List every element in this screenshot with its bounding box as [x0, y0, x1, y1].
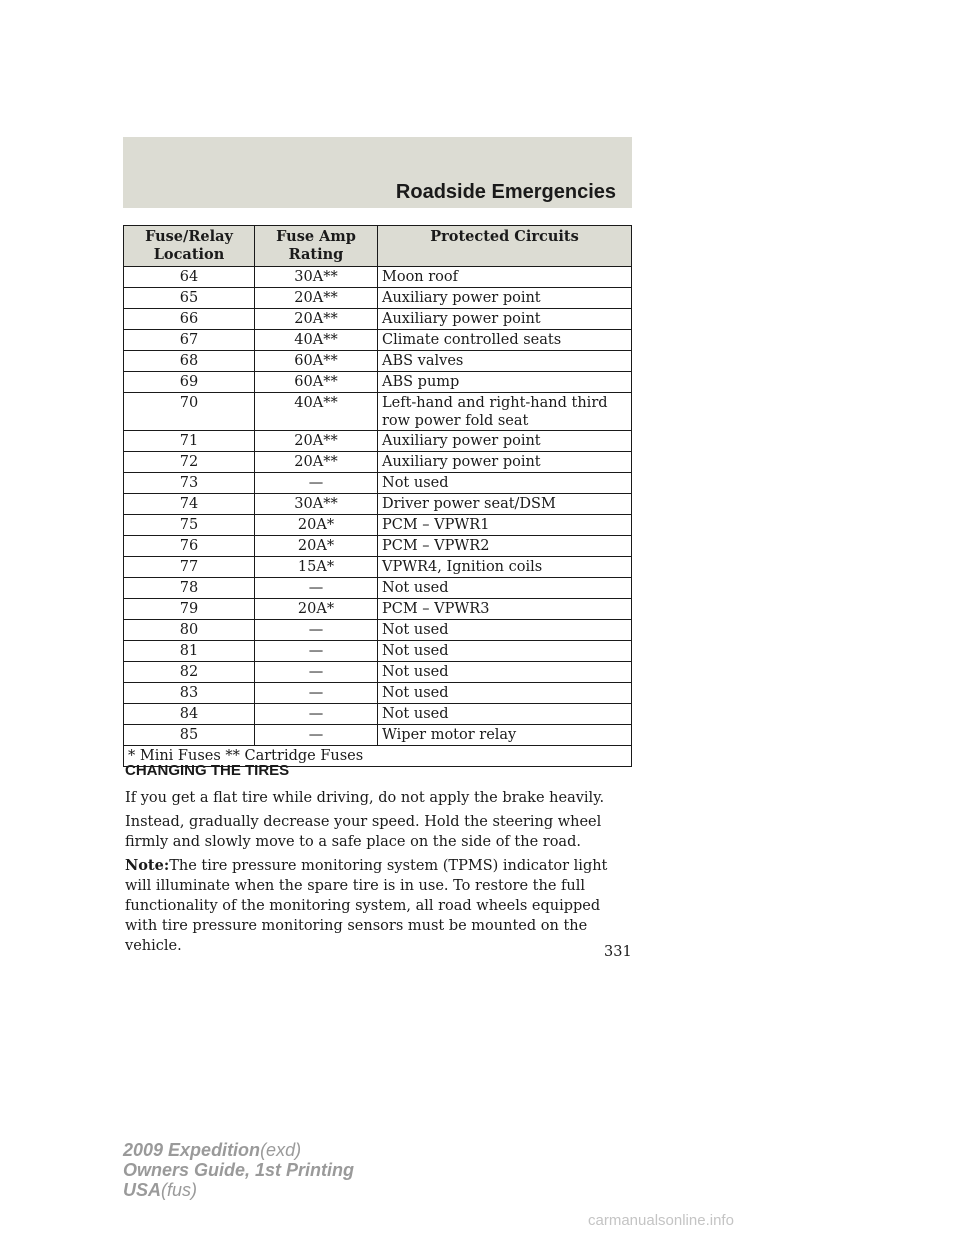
section-title: Roadside Emergencies [395, 181, 616, 203]
table-row [124, 330, 632, 351]
page-number: 331 [604, 944, 632, 960]
cell-location: 65 [124, 288, 255, 309]
cell-amp-rating: 20A** [255, 288, 378, 309]
note-paragraph [125, 856, 635, 956]
cell-protected-circuit: Moon roof [378, 267, 632, 288]
cell-location: 72 [124, 452, 255, 473]
cell-location: 74 [124, 494, 255, 515]
cell-protected-circuit: VPWR4, Ignition coils [378, 557, 632, 578]
table-footnote: * Mini Fuses ** Cartridge Fuses [124, 746, 632, 767]
cell-protected-circuit: Wiper motor relay [378, 725, 632, 746]
cell-location: 69 [124, 372, 255, 393]
table-row [124, 351, 632, 372]
fuse-table [123, 225, 632, 767]
table-row [124, 267, 632, 288]
table-header-row [124, 226, 632, 267]
cell-protected-circuit: Not used [378, 641, 632, 662]
cell-protected-circuit: Not used [378, 578, 632, 599]
table-row [124, 393, 632, 431]
cell-amp-rating: 20A* [255, 515, 378, 536]
note-text: The tire pressure monitoring system (TPMS) indicator light will illuminate when the spare tire is in use. To restore the full functionality of the monitoring system, all road wheels equipped with tire pressure monitoring sensors must be mounted on the vehicle. [125, 858, 608, 954]
footer-line-1: 2009 Expedition(exd) [123, 1140, 302, 1160]
cell-amp-rating: — [255, 620, 378, 641]
cell-location: 68 [124, 351, 255, 372]
cell-amp-rating: — [255, 641, 378, 662]
cell-amp-rating: 40A** [255, 330, 378, 351]
table-row [124, 704, 632, 725]
table-row [124, 431, 632, 452]
cell-location: 78 [124, 578, 255, 599]
cell-location: 85 [124, 725, 255, 746]
cell-location: 73 [124, 473, 255, 494]
table-row [124, 683, 632, 704]
table-row [124, 473, 632, 494]
cell-amp-rating: 60A** [255, 351, 378, 372]
cell-location: 67 [124, 330, 255, 351]
table-row [124, 494, 632, 515]
cell-amp-rating: 20A** [255, 309, 378, 330]
cell-location: 76 [124, 536, 255, 557]
cell-location: 80 [124, 620, 255, 641]
cell-location: 77 [124, 557, 255, 578]
cell-location: 81 [124, 641, 255, 662]
column-header-location: Fuse/Relay Location [124, 226, 255, 267]
table-row [124, 641, 632, 662]
cell-protected-circuit: Driver power seat/DSM [378, 494, 632, 515]
cell-amp-rating: 20A* [255, 536, 378, 557]
cell-location: 64 [124, 267, 255, 288]
column-header-protected-circuits: Protected Circuits [378, 226, 632, 267]
footer-line-2: Owners Guide, 1st Printing [123, 1160, 355, 1180]
cell-protected-circuit: Not used [378, 620, 632, 641]
cell-protected-circuit: Left-hand and right-hand third row power fold seat [378, 393, 632, 431]
table-row [124, 578, 632, 599]
cell-protected-circuit: ABS valves [378, 351, 632, 372]
cell-protected-circuit: PCM – VPWR3 [378, 599, 632, 620]
table-row [124, 725, 632, 746]
cell-amp-rating: 30A** [255, 267, 378, 288]
cell-location: 75 [124, 515, 255, 536]
cell-amp-rating: — [255, 473, 378, 494]
table-row [124, 515, 632, 536]
section-header-band [123, 137, 632, 208]
cell-protected-circuit: Not used [378, 473, 632, 494]
table-row [124, 288, 632, 309]
cell-location: 82 [124, 662, 255, 683]
cell-location: 79 [124, 599, 255, 620]
cell-protected-circuit: Climate controlled seats [378, 330, 632, 351]
paragraph: Instead, gradually decrease your speed. Hold the steering wheel firmly and slowly move to a safe place on the side of the road. [125, 814, 602, 850]
cell-amp-rating: 20A* [255, 599, 378, 620]
cell-amp-rating: 20A** [255, 452, 378, 473]
cell-location: 66 [124, 309, 255, 330]
cell-protected-circuit: ABS pump [378, 372, 632, 393]
footer-line-3: USA(fus) [123, 1180, 198, 1200]
watermark: carmanualsonline.info [588, 1212, 734, 1229]
cell-amp-rating: 15A* [255, 557, 378, 578]
cell-amp-rating: — [255, 704, 378, 725]
cell-amp-rating: — [255, 662, 378, 683]
document-footer [123, 1140, 354, 1200]
table-row [124, 452, 632, 473]
cell-amp-rating: 40A** [255, 393, 378, 431]
cell-protected-circuit: Auxiliary power point [378, 431, 632, 452]
table-row [124, 557, 632, 578]
cell-amp-rating: — [255, 725, 378, 746]
cell-protected-circuit: PCM – VPWR2 [378, 536, 632, 557]
table-row [124, 309, 632, 330]
paragraph: If you get a flat tire while driving, do not apply the brake heavily. [125, 790, 605, 806]
cell-protected-circuit: Auxiliary power point [378, 309, 632, 330]
cell-protected-circuit: Not used [378, 683, 632, 704]
cell-protected-circuit: Auxiliary power point [378, 288, 632, 309]
column-header-amp-rating: Fuse Amp Rating [255, 226, 378, 267]
cell-amp-rating: 30A** [255, 494, 378, 515]
cell-location: 70 [124, 393, 255, 431]
cell-amp-rating: — [255, 683, 378, 704]
section-heading: CHANGING THE TIRES [125, 762, 290, 779]
table-row [124, 620, 632, 641]
fuse-table-body [124, 267, 632, 746]
cell-protected-circuit: PCM – VPWR1 [378, 515, 632, 536]
cell-protected-circuit: Auxiliary power point [378, 452, 632, 473]
table-row [124, 536, 632, 557]
cell-protected-circuit: Not used [378, 704, 632, 725]
cell-amp-rating: — [255, 578, 378, 599]
table-row [124, 372, 632, 393]
table-row [124, 599, 632, 620]
cell-location: 83 [124, 683, 255, 704]
cell-amp-rating: 20A** [255, 431, 378, 452]
cell-protected-circuit: Not used [378, 662, 632, 683]
cell-amp-rating: 60A** [255, 372, 378, 393]
table-row [124, 662, 632, 683]
cell-location: 84 [124, 704, 255, 725]
note-label: Note: [125, 857, 170, 874]
cell-location: 71 [124, 431, 255, 452]
